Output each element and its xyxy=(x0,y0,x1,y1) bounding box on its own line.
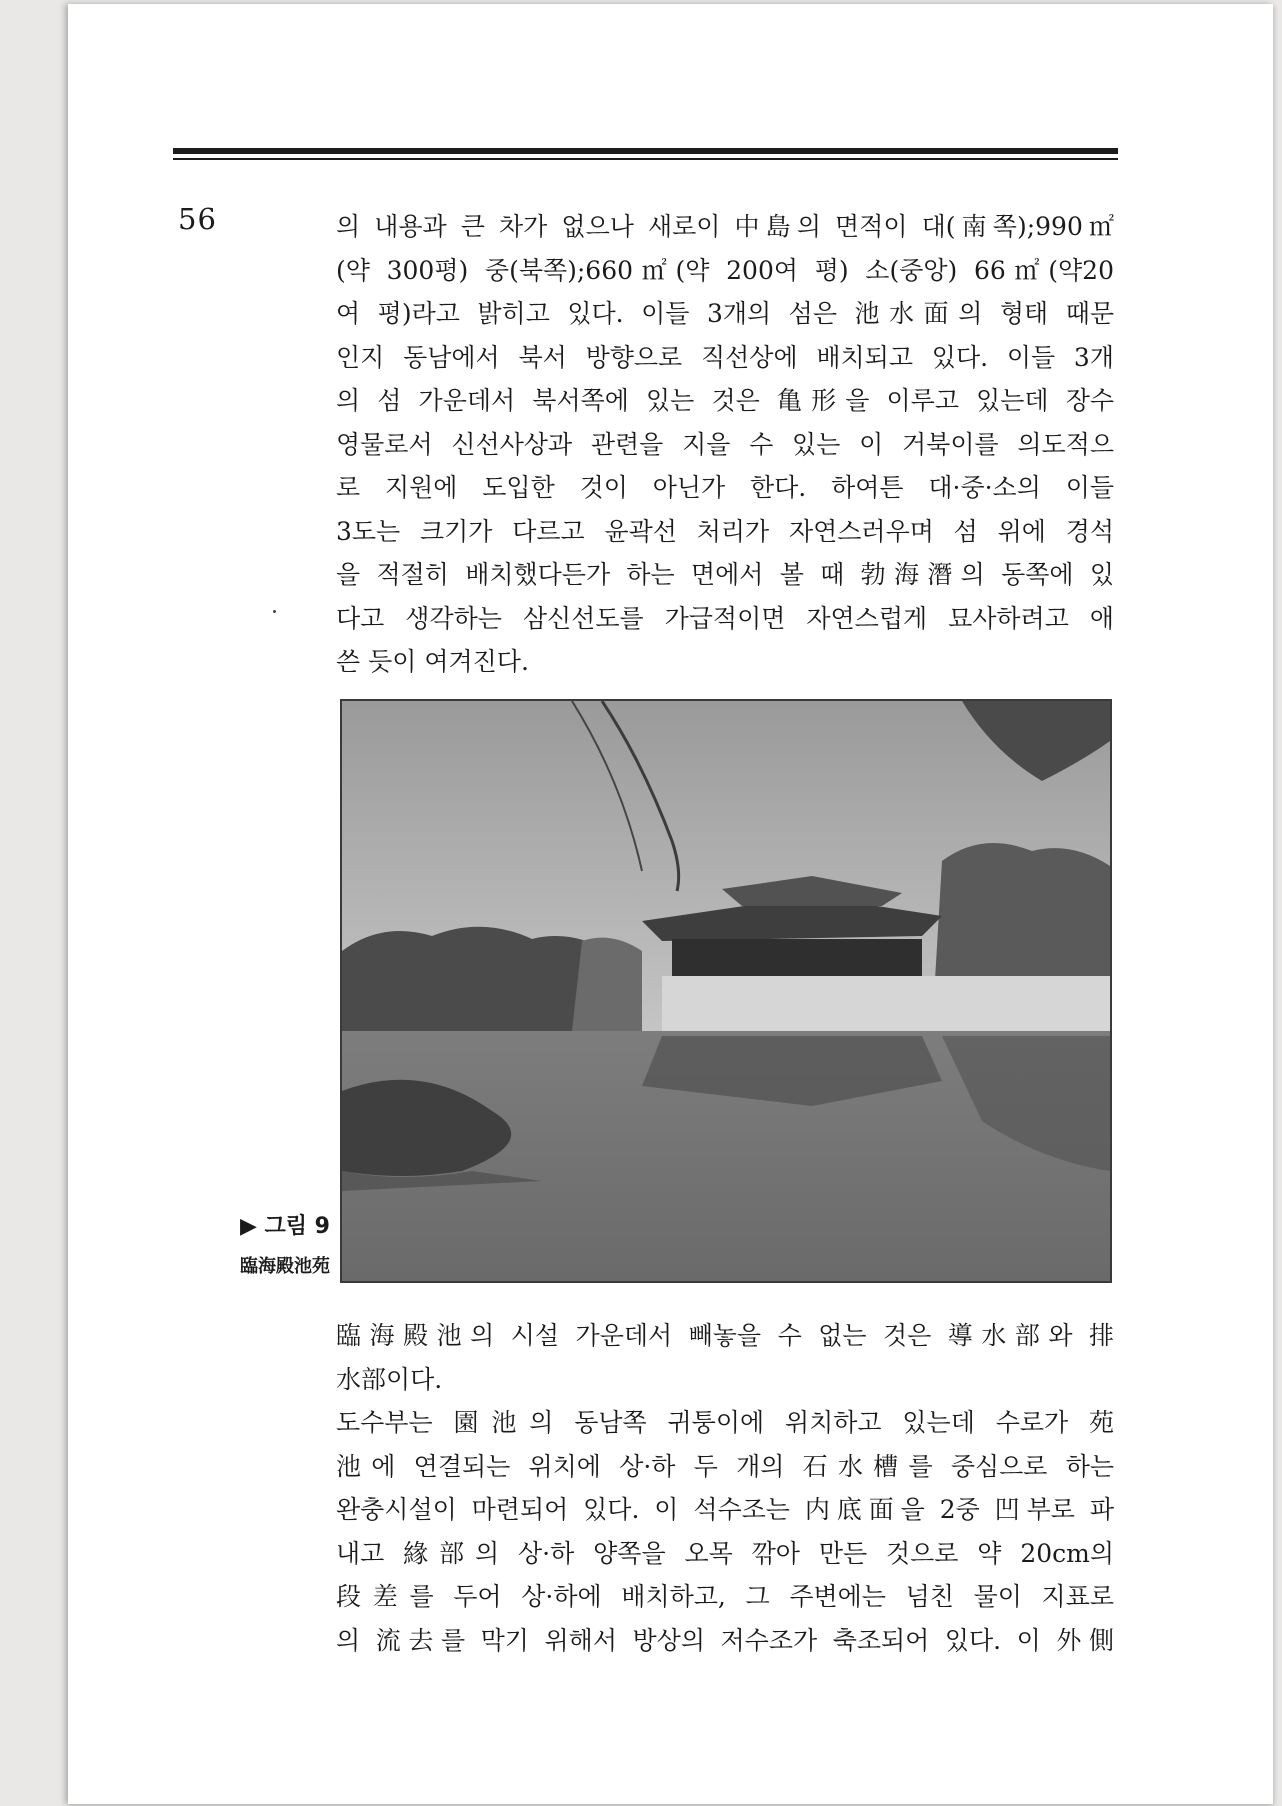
header-rule-thin xyxy=(173,158,1118,160)
figure-title: 臨海殿池苑 xyxy=(240,1256,330,1277)
top-paragraph xyxy=(336,205,1114,684)
text-line: 을 적절히 배치했다든가 하는 면에서 볼 때 勃海潛의 동쪽에 있 xyxy=(336,560,1114,589)
figure-photo-pond-pavilion xyxy=(340,699,1112,1283)
text-line: 여 평)라고 밝히고 있다. 이들 3개의 섬은 池水面의 형태 때문 xyxy=(336,299,1114,328)
page-number: 56 xyxy=(178,202,217,236)
text-line: 로 지원에 도입한 것이 아닌가 한다. 하여튼 대·중·소의 이들 xyxy=(336,473,1114,502)
figure-caption xyxy=(200,1209,330,1278)
text-line: 의 流去를 막기 위해서 방상의 저수조가 축조되어 있다. 이 外側 xyxy=(336,1625,1114,1655)
text-line: 인지 동남에서 북서 방향으로 직선상에 배치되고 있다. 이들 3개 xyxy=(336,342,1114,372)
text-line: (약 300평) 중(북쪽);660㎡(약 200여 평) 소(중앙) 66㎡(약20 xyxy=(336,255,1114,285)
text-line: 水部이다. xyxy=(336,1364,443,1394)
pavilion-body xyxy=(672,939,922,979)
header-rule-thick xyxy=(173,148,1118,154)
text-line: 내고 緣部의 상·하 양쪽을 오목 깎아 만든 것으로 약 20cm의 xyxy=(336,1538,1114,1568)
text-line: 쓴 듯이 여겨진다. xyxy=(336,647,529,676)
text-line: 완충시설이 마련되어 있다. 이 석수조는 内底面을 2중 凹부로 파 xyxy=(336,1495,1114,1524)
text-line: 의 섬 가운데서 북서쪽에 있는 것은 亀形을 이루고 있는데 장수 xyxy=(336,386,1114,415)
text-line: 臨海殿池의 시설 가운데서 빼놓을 수 없는 것은 導水部와 排 xyxy=(336,1321,1114,1350)
text-line: 段差를 두어 상·하에 배치하고, 그 주변에는 넘친 물이 지표로 xyxy=(336,1582,1114,1611)
figure-label: ▶ 그림 9 xyxy=(239,1214,330,1239)
text-line: 도수부는 園池의 동남쪽 귀퉁이에 위치하고 있는데 수로가 苑 xyxy=(336,1408,1114,1437)
text-line: 영물로서 신선사상과 관련을 지을 수 있는 이 거북이를 의도적으 xyxy=(336,429,1114,459)
stone-embankment xyxy=(662,976,1110,1031)
photo-illustration xyxy=(342,701,1110,1281)
margin-mark xyxy=(273,610,276,613)
bottom-paragraphs xyxy=(336,1314,1114,1662)
text-line: 池에 연결되는 위치에 상·하 두 개의 石水槽를 중심으로 하는 xyxy=(336,1451,1114,1481)
text-line: 다고 생각하는 삼신선도를 가급적이면 자연스럽게 묘사하려고 애 xyxy=(336,603,1114,633)
text-line: 3도는 크기가 다르고 윤곽선 처리가 자연스러우며 섬 위에 경석 xyxy=(336,516,1114,546)
text-line: 의 내용과 큰 차가 없으나 새로이 中島의 면적이 대(南쪽);990㎡ xyxy=(336,212,1114,241)
